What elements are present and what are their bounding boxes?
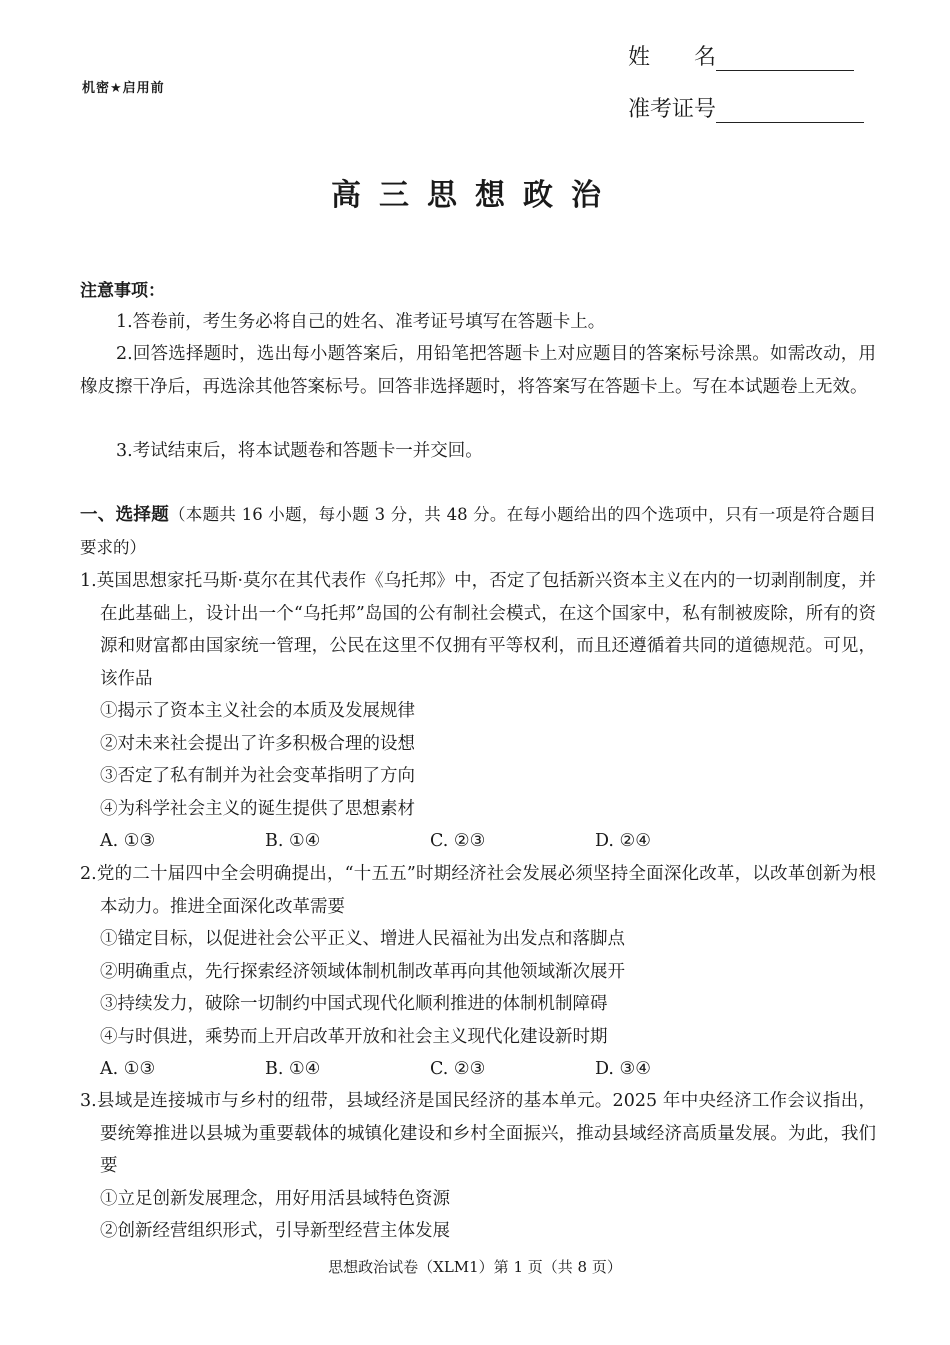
section-title: 一、选择题 xyxy=(80,505,169,525)
section-choice-header xyxy=(80,499,876,564)
answer-choice-d[interactable]: D. ②④ xyxy=(595,831,651,851)
note-item-1: 1.答卷前，考生务必将自己的姓名、准考证号填写在答题卡上。 xyxy=(116,312,606,332)
name-label: 姓 名 xyxy=(628,45,717,70)
confidential-label: 机密★启用前 xyxy=(82,81,165,96)
question-2 xyxy=(80,858,876,1086)
answer-choice-a[interactable]: A. ①③ xyxy=(100,831,156,851)
name-field xyxy=(628,40,854,71)
page-footer: 思想政治试卷（XLM1）第 1 页（共 8 页） xyxy=(328,1258,622,1276)
question-option: ③持续发力，破除一切制约中国式现代化顺利推进的体制机制障碍 xyxy=(100,994,608,1014)
answer-choices xyxy=(80,1053,876,1086)
answer-choices xyxy=(80,825,876,858)
answer-choice-a[interactable]: A. ①③ xyxy=(100,1059,156,1079)
note-item-2: 2.回答选择题时，选出每小题答案后，用铅笔把答题卡上对应题目的答案标号涂黑。如需改动，用橡皮擦干净后，再选涂其他答案标号。回答非选择题时，将答案写在答题卡上。写在本试题卷上无效。 xyxy=(80,344,876,397)
answer-choice-c[interactable]: C. ②③ xyxy=(430,831,486,851)
exam-id-field xyxy=(628,92,864,123)
answer-choice-d[interactable]: D. ③④ xyxy=(595,1059,651,1079)
exam-id-label: 准考证号 xyxy=(628,97,717,122)
answer-choice-b[interactable]: B. ①④ xyxy=(265,831,321,851)
question-stem: 3.县域是连接城市与乡村的纽带，县域经济是国民经济的基本单元。2025 年中央经济工作会议指出，要统筹推进以县城为重要载体的城镇化建设和乡村全面振兴，推动县域经济高质量发展。为此，我们要 xyxy=(80,1091,876,1176)
question-1 xyxy=(80,565,876,858)
question-option: ①锚定目标，以促进社会公平正义、增进人民福祉为出发点和落脚点 xyxy=(100,929,625,949)
exam-title: 高三思想政治 xyxy=(331,178,619,213)
question-option: ②对未来社会提出了许多积极合理的设想 xyxy=(100,733,415,754)
question-option: ③否定了私有制并为社会变革指明了方向 xyxy=(100,766,415,786)
name-blank-line[interactable] xyxy=(716,48,854,71)
question-option: ④为科学社会主义的诞生提供了思想素材 xyxy=(100,798,415,819)
question-option: ②创新经营组织形式，引导新型经营主体发展 xyxy=(100,1221,450,1241)
answer-choice-b[interactable]: B. ①④ xyxy=(265,1059,321,1079)
question-option: ④与时俱进，乘势而上开启改革开放和社会主义现代化建设新时期 xyxy=(100,1026,608,1047)
answer-choice-c[interactable]: C. ②③ xyxy=(430,1059,486,1079)
question-option: ①揭示了资本主义社会的本质及发展规律 xyxy=(100,701,415,721)
question-option: ①立足创新发展理念，用好用活县域特色资源 xyxy=(100,1188,450,1209)
question-option: ②明确重点，先行探索经济领域体制机制改革再向其他领域渐次展开 xyxy=(100,961,625,982)
notes-heading: 注意事项： xyxy=(80,281,165,301)
section-description: （本题共 16 小题，每小题 3 分，共 48 分。在每小题给出的四个选项中，只有一项是符合题目要求的） xyxy=(80,505,876,557)
question-stem: 2.党的二十届四中全会明确提出，“十五五”时期经济社会发展必须坚持全面深化改革，以改革创新为根本动力。推进全面深化改革需要 xyxy=(80,864,876,917)
question-stem: 1.英国思想家托马斯·莫尔在其代表作《乌托邦》中，否定了包括新兴资本主义在内的一切剥削制度，并在此基础上，设计出一个“乌托邦”岛国的公有制社会模式，在这个国家中，私有制被废除，所有的资源和财富都由国家统一管理，公民在这里不仅拥有平等权利，而且还遵循着共同的道德规范。可见，该作品 xyxy=(80,571,876,689)
exam-id-blank-line[interactable] xyxy=(716,100,864,123)
question-3 xyxy=(80,1085,876,1248)
note-item-3: 3.考试结束后，将本试题卷和答题卡一并交回。 xyxy=(116,441,483,461)
